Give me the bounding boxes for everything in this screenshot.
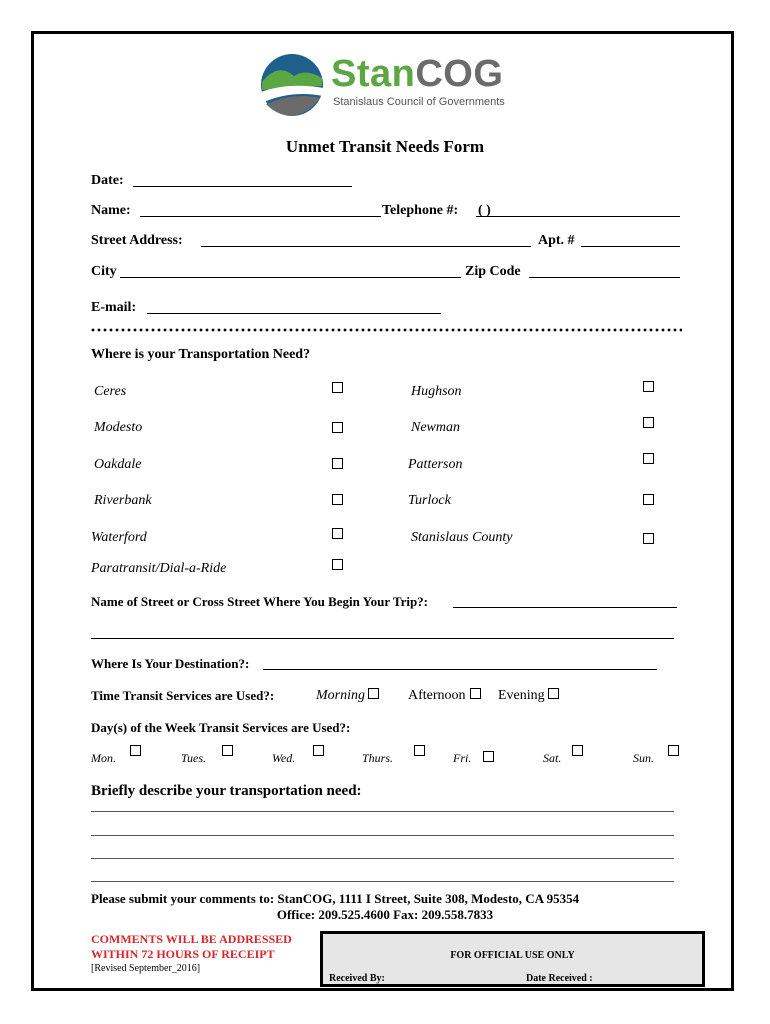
form-title: Unmet Transit Needs Form	[285, 137, 485, 156]
day-sun-checkbox[interactable]	[668, 745, 679, 756]
location-newman-checkbox[interactable]	[643, 417, 654, 428]
time-afternoon-label: Afternoon	[408, 688, 466, 703]
location-ceres-label: Ceres	[94, 384, 127, 399]
name-label: Name:	[91, 203, 131, 218]
location-turlock-label: Turlock	[408, 493, 451, 508]
day-mon-checkbox[interactable]	[130, 745, 141, 756]
begin-trip-field-line2[interactable]	[91, 638, 674, 639]
location-ceres-checkbox[interactable]	[332, 382, 343, 393]
telephone-field[interactable]	[476, 216, 680, 217]
street-field[interactable]	[201, 246, 531, 247]
location-newman-label: Newman	[411, 420, 460, 435]
day-thurs-checkbox[interactable]	[414, 745, 425, 756]
telephone-paren: ( )	[478, 203, 491, 218]
describe-line-1[interactable]	[91, 811, 674, 812]
official-use-box	[320, 931, 705, 987]
day-sat-checkbox[interactable]	[572, 745, 583, 756]
logo-name-stan: Stan	[331, 53, 416, 95]
describe-label: Briefly describe your transportation need:	[91, 783, 362, 799]
begin-trip-label: Name of Street or Cross Street Where You Begin Your Trip?:	[91, 594, 429, 609]
day-thurs-label: Thurs.	[362, 751, 394, 765]
day-tues-label: Tues.	[181, 751, 207, 765]
time-evening-checkbox[interactable]	[548, 688, 559, 699]
location-riverbank-label: Riverbank	[94, 493, 152, 508]
day-mon-label: Mon.	[91, 751, 116, 765]
zip-label: Zip Code	[465, 264, 521, 279]
location-hughson-checkbox[interactable]	[643, 381, 654, 392]
notice-line-1: COMMENTS WILL BE ADDRESSED	[91, 932, 292, 946]
location-oakdale-checkbox[interactable]	[332, 458, 343, 469]
day-sat-label: Sat.	[543, 751, 562, 765]
day-wed-checkbox[interactable]	[313, 745, 324, 756]
destination-label: Where Is Your Destination?:	[91, 656, 250, 671]
email-field[interactable]	[147, 313, 441, 314]
name-field[interactable]	[140, 216, 381, 217]
location-oakdale-label: Oakdale	[94, 457, 142, 472]
revised-note: [Revised September_2016]	[91, 963, 201, 974]
time-evening-label: Evening	[498, 688, 545, 703]
location-stanislaus-county-label: Stanislaus County	[411, 530, 513, 545]
date-label: Date:	[91, 173, 124, 188]
stancog-logo-icon	[258, 52, 328, 118]
time-morning-checkbox[interactable]	[368, 688, 379, 699]
location-riverbank-checkbox[interactable]	[332, 494, 343, 505]
logo-name	[331, 54, 503, 94]
city-label: City	[91, 264, 117, 279]
apt-field[interactable]	[581, 246, 680, 247]
telephone-label: Telephone #:	[382, 203, 459, 218]
days-label: Day(s) of the Week Transit Services are Used?:	[91, 720, 351, 735]
submit-phone-fax: Office: 209.525.4600 Fax: 209.558.7833	[276, 907, 494, 922]
logo-name-cog: COG	[415, 53, 504, 95]
location-stanislaus-county-checkbox[interactable]	[643, 533, 654, 544]
logo-subtitle: Stanislaus Council of Governments	[333, 96, 505, 108]
location-waterford-label: Waterford	[91, 530, 147, 545]
apt-label: Apt. #	[538, 233, 575, 248]
time-label: Time Transit Services are Used?:	[91, 688, 275, 703]
describe-line-3[interactable]	[91, 858, 674, 859]
describe-line-2[interactable]	[91, 835, 674, 836]
zip-field[interactable]	[529, 277, 680, 278]
location-modesto-label: Modesto	[94, 420, 143, 435]
notice-line-2: WITHIN 72 HOURS OF RECEIPT	[91, 947, 275, 961]
location-patterson-label: Patterson	[408, 457, 463, 472]
day-wed-label: Wed.	[272, 751, 296, 765]
location-paratransit-label: Paratransit/Dial-a-Ride	[91, 561, 227, 576]
street-label: Street Address:	[91, 233, 183, 248]
dotted-divider	[90, 328, 682, 332]
location-paratransit-checkbox[interactable]	[332, 559, 343, 570]
location-waterford-checkbox[interactable]	[332, 528, 343, 539]
where-need-label: Where is your Transportation Need?	[91, 347, 311, 362]
begin-trip-field[interactable]	[453, 607, 677, 608]
describe-line-4[interactable]	[91, 881, 674, 882]
location-patterson-checkbox[interactable]	[643, 453, 654, 464]
location-turlock-checkbox[interactable]	[643, 494, 654, 505]
day-fri-label: Fri.	[453, 751, 472, 765]
date-received-label: Date Received :	[526, 973, 593, 984]
date-received-field[interactable]	[597, 985, 659, 986]
city-field[interactable]	[120, 277, 461, 278]
time-morning-label: Morning	[316, 688, 365, 703]
location-modesto-checkbox[interactable]	[332, 422, 343, 433]
form-border	[31, 31, 734, 991]
day-tues-checkbox[interactable]	[222, 745, 233, 756]
day-sun-label: Sun.	[633, 751, 654, 765]
submit-address: Please submit your comments to: StanCOG, 1111 I Street, Suite 308, Modesto, CA 95354	[91, 891, 580, 906]
email-label: E-mail:	[91, 300, 137, 315]
date-field[interactable]	[133, 186, 352, 187]
day-fri-checkbox[interactable]	[483, 751, 494, 762]
received-by-field[interactable]	[385, 985, 515, 986]
official-use-title: FOR OFFICIAL USE ONLY	[450, 950, 575, 961]
time-afternoon-checkbox[interactable]	[470, 688, 481, 699]
received-by-label: Received By:	[329, 973, 385, 984]
location-hughson-label: Hughson	[411, 384, 462, 399]
destination-field[interactable]	[263, 669, 657, 670]
